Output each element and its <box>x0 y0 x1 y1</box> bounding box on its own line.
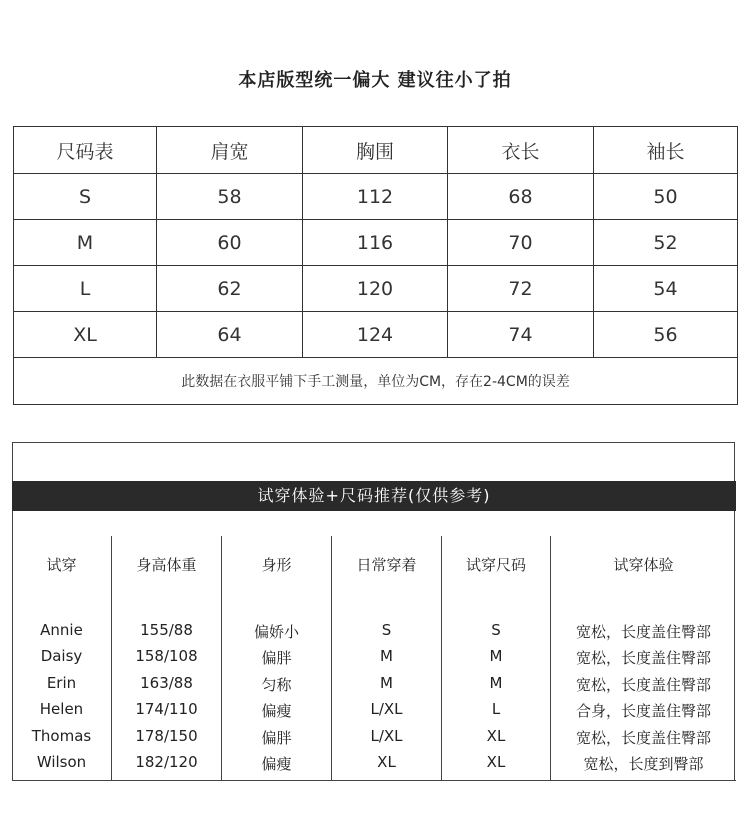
tryon-cell: 偏胖 <box>261 649 292 667</box>
tryon-column <box>112 536 222 780</box>
size-cell: 74 <box>448 312 594 358</box>
tryon-cell: M <box>380 674 393 692</box>
tryon-cell: 宽松，长度到臀部 <box>583 755 704 773</box>
tryon-cell: XL <box>486 753 506 771</box>
size-cell: 70 <box>448 220 594 266</box>
tryon-cell: S <box>381 621 392 639</box>
tryon-cell: 偏娇小 <box>253 623 299 641</box>
size-cell: 56 <box>594 312 738 358</box>
tryon-cell: 偏胖 <box>261 729 292 747</box>
size-header-cell: 袖长 <box>594 127 738 174</box>
tryon-cell: Helen <box>39 700 84 718</box>
tryon-cell: 182/120 <box>135 753 198 771</box>
size-header-cell: 胸围 <box>303 127 448 174</box>
size-cell: 120 <box>303 266 448 312</box>
tryon-cell: 合身，长度盖住臀部 <box>575 702 711 720</box>
tryon-cell: Erin <box>46 674 77 692</box>
tryon-cell: Wilson <box>36 753 87 771</box>
size-header-cell: 尺码表 <box>14 127 157 174</box>
tryon-cell: L <box>491 700 501 718</box>
tryon-column <box>442 536 551 780</box>
size-header-cell: 肩宽 <box>157 127 303 174</box>
size-header-cell: 衣长 <box>448 127 594 174</box>
tryon-cell: L/XL <box>370 727 403 745</box>
divider <box>12 780 736 781</box>
size-cell: 58 <box>157 174 303 220</box>
tryon-cell: 宽松，长度盖住臀部 <box>575 649 711 667</box>
tryon-cell: 155/88 <box>140 621 193 639</box>
size-cell: 116 <box>303 220 448 266</box>
tryon-cell: 偏瘦 <box>261 702 292 720</box>
tryon-cell: 匀称 <box>261 676 292 694</box>
tryon-cell: 174/110 <box>135 700 198 718</box>
size-table <box>13 126 738 405</box>
tryon-cell: 158/108 <box>135 647 198 665</box>
size-cell: 50 <box>594 174 738 220</box>
tryon-column <box>12 536 112 780</box>
size-cell: M <box>14 220 157 266</box>
size-cell: 62 <box>157 266 303 312</box>
tryon-cell: S <box>491 621 501 639</box>
tryon-header: 试穿 <box>46 556 77 574</box>
table-row <box>14 266 738 312</box>
tryon-cell: L/XL <box>370 700 403 718</box>
tryon-header: 试穿尺码 <box>465 556 526 574</box>
page-title: 本店版型统一偏大 建议往小了拍 <box>238 70 512 91</box>
tryon-cell: Thomas <box>31 727 92 745</box>
tryon-header: 日常穿着 <box>356 556 417 574</box>
tryon-cell: 163/88 <box>140 674 193 692</box>
size-cell: 124 <box>303 312 448 358</box>
tryon-cell: 宽松，长度盖住臀部 <box>575 729 711 747</box>
tryon-banner: 试穿体验+尺码推荐(仅供参考) <box>12 481 736 511</box>
size-table-note-row <box>14 358 738 405</box>
table-row <box>14 220 738 266</box>
size-cell: XL <box>14 312 157 358</box>
tryon-cell: 宽松，长度盖住臀部 <box>575 623 711 641</box>
size-table-header-row <box>14 127 738 174</box>
tryon-column <box>222 536 332 780</box>
tryon-cell: 宽松，长度盖住臀部 <box>575 676 711 694</box>
tryon-cell: XL <box>377 753 396 771</box>
tryon-header: 试穿体验 <box>613 556 674 574</box>
table-row <box>14 312 738 358</box>
tryon-column <box>332 536 442 780</box>
measurement-note: 此数据在衣服平铺下手工测量，单位为CM，存在2-4CM的误差 <box>14 358 738 405</box>
tryon-cell: Annie <box>40 621 83 639</box>
size-cell: 68 <box>448 174 594 220</box>
size-cell: 60 <box>157 220 303 266</box>
tryon-cell: 178/150 <box>135 727 198 745</box>
tryon-cell: Daisy <box>40 647 83 665</box>
size-cell: 72 <box>448 266 594 312</box>
tryon-table <box>12 536 736 780</box>
tryon-header: 身高体重 <box>136 556 197 574</box>
tryon-cell: M <box>380 647 393 665</box>
tryon-cell: XL <box>486 727 506 745</box>
tryon-header: 身形 <box>261 556 292 574</box>
size-cell: 54 <box>594 266 738 312</box>
size-cell: 52 <box>594 220 738 266</box>
tryon-cell: 偏瘦 <box>261 755 292 773</box>
tryon-column <box>551 536 736 780</box>
table-row <box>14 174 738 220</box>
size-cell: L <box>14 266 157 312</box>
tryon-cell: M <box>489 674 503 692</box>
tryon-cell: M <box>489 647 503 665</box>
size-cell: S <box>14 174 157 220</box>
size-cell: 64 <box>157 312 303 358</box>
size-cell: 112 <box>303 174 448 220</box>
